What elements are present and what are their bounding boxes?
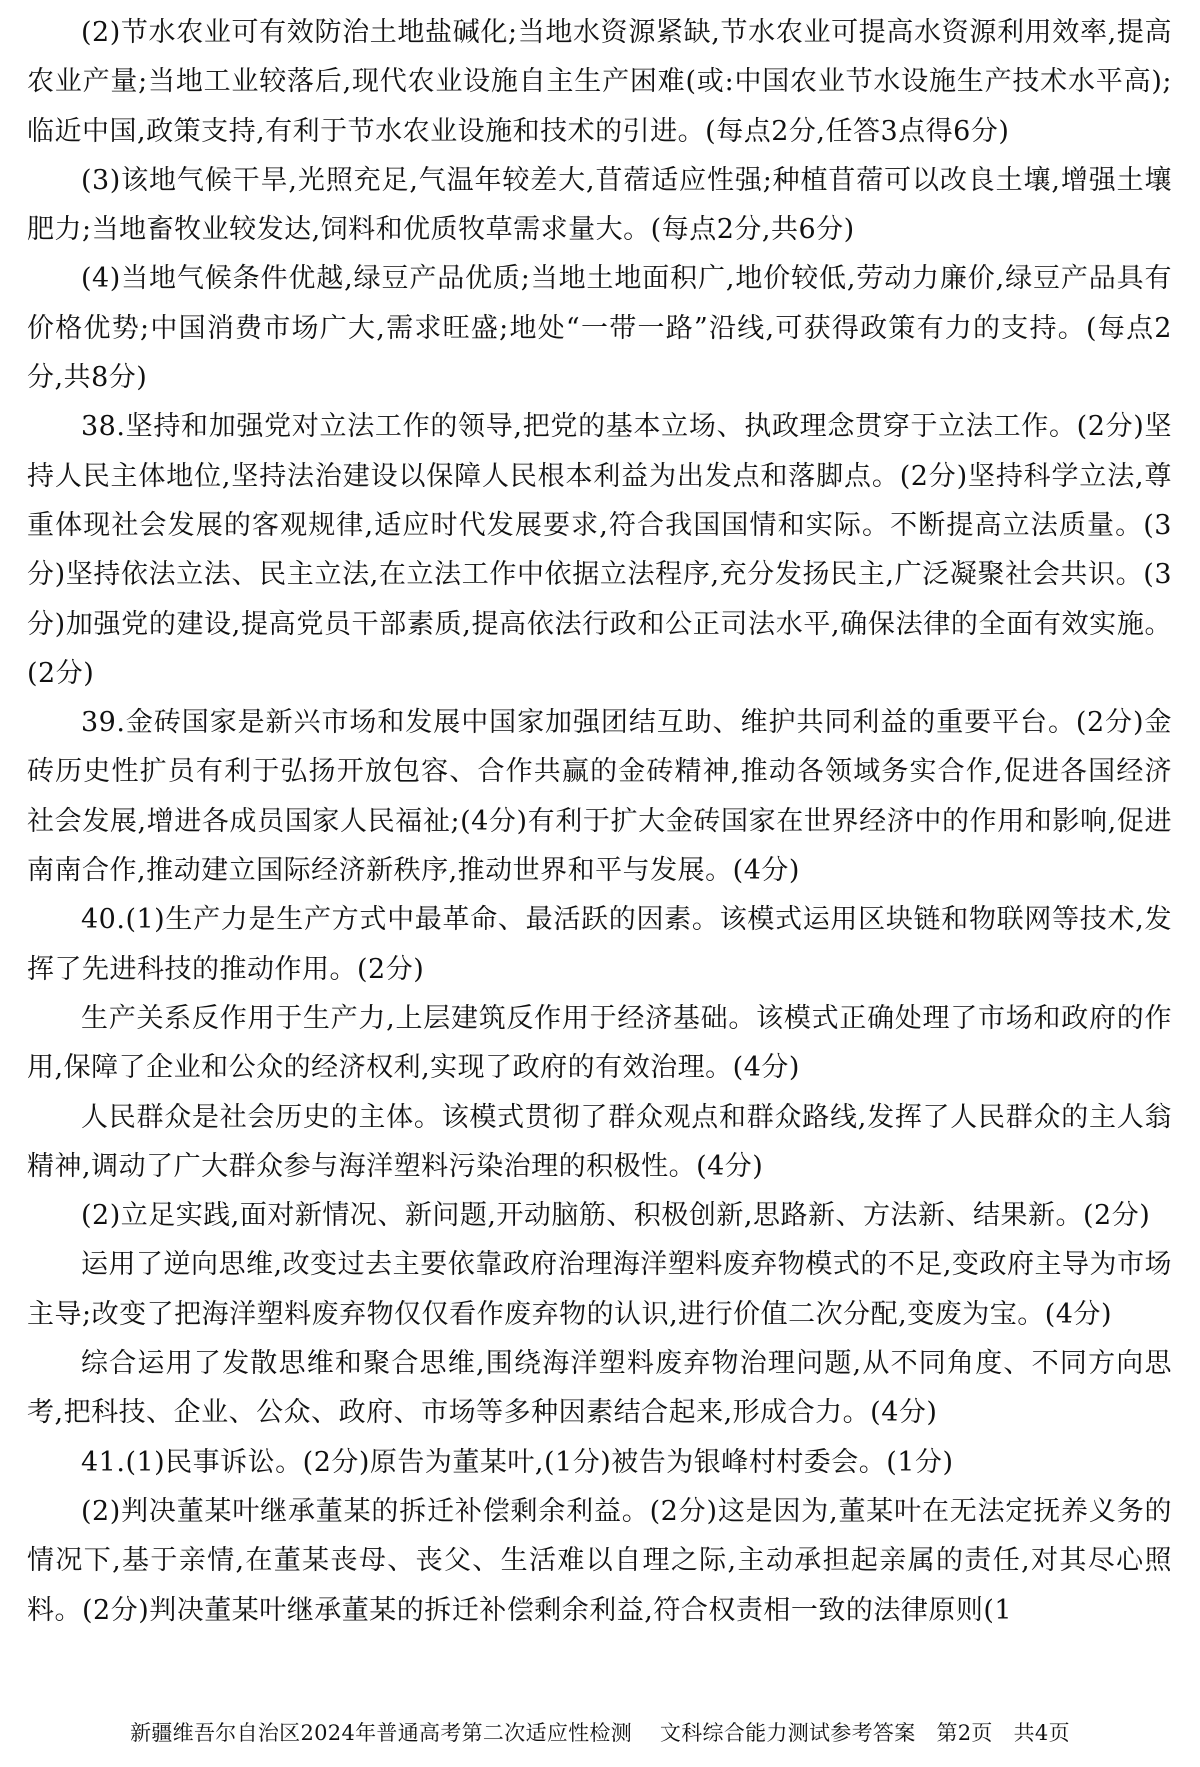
answer-paragraph-40-2-c: 综合运用了发散思维和聚合思维,围绕海洋塑料废弃物治理问题,从不同角度、不同方向思考,把科技、企业、公众、政府、市场等多种因素结合起来,形成合力。(4分)	[27, 1348, 1172, 1429]
answer-paragraph-40-2-b: 运用了逆向思维,改变过去主要依靠政府治理海洋塑料废弃物模式的不足,变政府主导为市场主导;改变了把海洋塑料废弃物仅仅看作废弃物的认识,进行价值二次分配,变废为宝。(4分)	[27, 1249, 1172, 1330]
page-footer: 新疆维吾尔自治区2024年普通高考第二次适应性检测 文科综合能力测试参考答案 第2页 共4页	[130, 1721, 1070, 1745]
answer-document	[27, 8, 1172, 1635]
answer-paragraph-37-4: (4)当地气候条件优越,绿豆产品优质;当地土地面积广,地价较低,劳动力廉价,绿豆产品具有价格优势;中国消费市场广大,需求旺盛;地处“一带一路”沿线,可获得政策有力的支持。(每点2分,共8分)	[27, 263, 1172, 394]
answer-paragraph-40-1-c: 人民群众是社会历史的主体。该模式贯彻了群众观点和群众路线,发挥了人民群众的主人翁精神,调动了广大群众参与海洋塑料污染治理的积极性。(4分)	[27, 1101, 1172, 1182]
answer-paragraph-38: 38.坚持和加强党对立法工作的领导,把党的基本立场、执政理念贯穿于立法工作。(2分)坚持人民主体地位,坚持法治建设以保障人民根本利益为出发点和落脚点。(2分)坚持科学立法,尊重体现社会发展的客观规律,适应时代发展要求,符合我国国情和实际。不断提高立法质量。(3分)坚持依法立法、民主立法,在立法工作中依据立法程序,充分发扬民主,广泛凝聚社会共识。(3分)加强党的建设,提高党员干部素质,提高依法行政和公正司法水平,确保法律的全面有效实施。(2分)	[27, 411, 1172, 689]
answer-paragraph-41-1: 41.(1)民事诉讼。(2分)原告为董某叶,(1分)被告为银峰村村委会。(1分)	[81, 1446, 954, 1478]
answer-paragraph-37-2: (2)节水农业可有效防治土地盐碱化;当地水资源紧缺,节水农业可提高水资源利用效率,提高农业产量;当地工业较落后,现代农业设施自主生产困难(或:中国农业节水设施生产技术水平高);临近中国,政策支持,有利于节水农业设施和技术的引进。(每点2分,任答3点得6分)	[27, 17, 1172, 147]
answer-paragraph-40-1-a: 40.(1)生产力是生产方式中最革命、最活跃的因素。该模式运用区块链和物联网等技术,发挥了先进科技的推动作用。(2分)	[27, 904, 1172, 985]
answer-paragraph-40-1-b: 生产关系反作用于生产力,上层建筑反作用于经济基础。该模式正确处理了市场和政府的作用,保障了企业和公众的经济权利,实现了政府的有效治理。(4分)	[27, 1002, 1172, 1084]
answer-paragraph-37-3: (3)该地气候干旱,光照充足,气温年较差大,苜蓿适应性强;种植苜蓿可以改良土壤,增强土壤肥力;当地畜牧业较发达,饲料和优质牧草需求量大。(每点2分,共6分)	[27, 164, 1172, 246]
answer-paragraph-41-2: (2)判决董某叶继承董某的拆迁补偿剩余利益。(2分)这是因为,董某叶在无法定抚养义务的情况下,基于亲情,在董某丧母、丧父、生活难以自理之际,主动承担起亲属的责任,对其尽心照料。(2分)判决董某叶继承董某的拆迁补偿剩余利益,符合权责相一致的法律原则(1	[27, 1495, 1172, 1626]
answer-paragraph-39: 39.金砖国家是新兴市场和发展中国家加强团结互助、维护共同利益的重要平台。(2分)金砖历史性扩员有利于弘扬开放包容、合作共赢的金砖精神,推动各领域务实合作,促进各国经济社会发展,增进各成员国家人民福祉;(4分)有利于扩大金砖国家在世界经济中的作用和影响,促进南南合作,推动建立国际经济新秩序,推动世界和平与发展。(4分)	[27, 707, 1172, 887]
answer-paragraph-40-2-a: (2)立足实践,面对新情况、新问题,开动脑筋、积极创新,思路新、方法新、结果新。(2分)	[81, 1200, 1151, 1232]
